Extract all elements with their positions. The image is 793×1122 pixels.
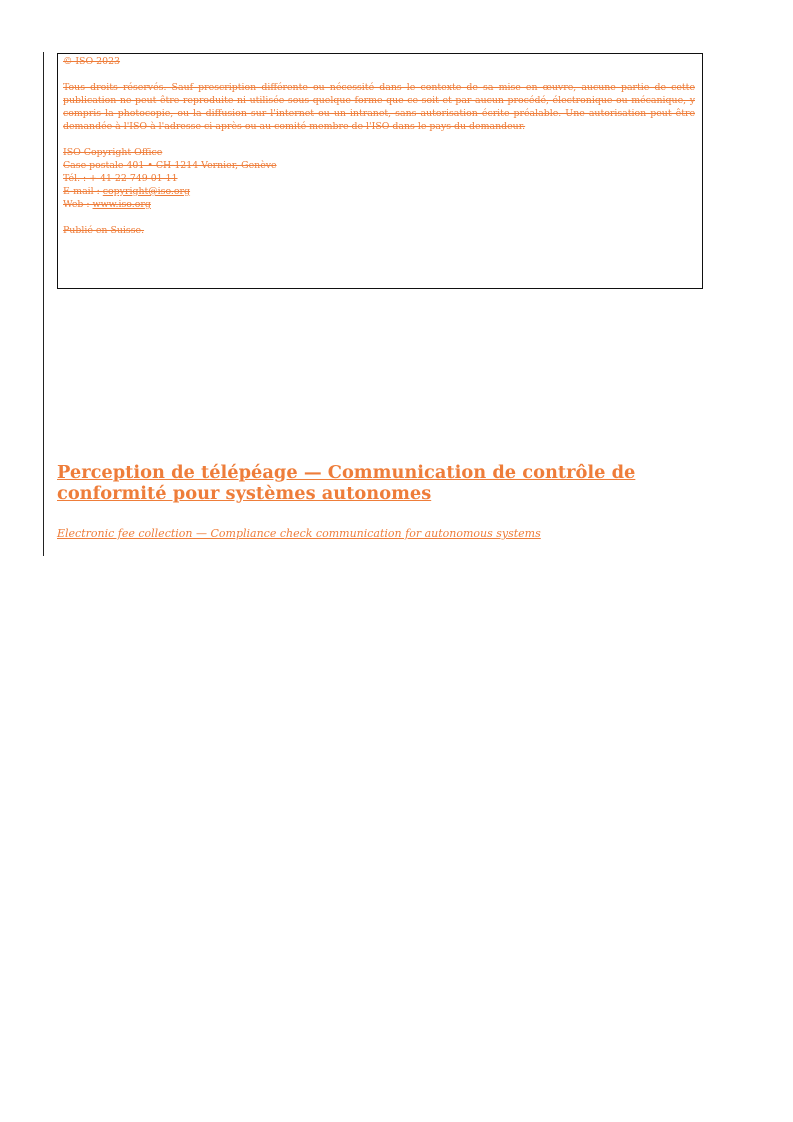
email-link[interactable]: copyright@iso.org bbox=[102, 186, 191, 197]
document-title: Perception de télépéage — Communication de contrôle de conformité pour systèmes autonomes bbox=[57, 462, 636, 504]
email-label: E-mail : bbox=[63, 186, 103, 197]
postal-address: Case postale 401 • CH-1214 Vernier, Genève bbox=[63, 160, 277, 171]
web-line bbox=[63, 198, 695, 211]
copyright-line: © ISO 2023 bbox=[63, 56, 121, 67]
copyright-office-address bbox=[63, 146, 695, 211]
published-in: Publié en Suisse. bbox=[63, 225, 145, 236]
email-line bbox=[63, 185, 695, 198]
copyright-notice-box bbox=[57, 53, 703, 289]
web-label: Web : bbox=[63, 199, 93, 210]
copyright-notice-text: Tous droits réservés. Sauf prescription différente ou nécessité dans le contexte de sa mise en œuvre, aucune partie de cette publication ne peut être reproduite ni utilisée sous quelque forme que ce soit et par aucun procédé, électronique ou mécanique, y compris la photocopie, ou la diffusion sur l'internet ou un intranet, sans autorisation écrite préalable. Une autorisation peut être demandée à l'ISO à l'adresse ci-après ou au comité membre de l'ISO dans le pays du demandeur. bbox=[63, 82, 695, 132]
web-link[interactable]: www.iso.org bbox=[92, 199, 151, 210]
english-title: Electronic fee collection — Compliance check communication for autonomous systems bbox=[57, 527, 541, 540]
revision-change-bar bbox=[43, 52, 44, 556]
phone-number: Tél. : + 41 22 749 01 11 bbox=[63, 173, 178, 184]
office-name: ISO Copyright Office bbox=[63, 147, 163, 158]
